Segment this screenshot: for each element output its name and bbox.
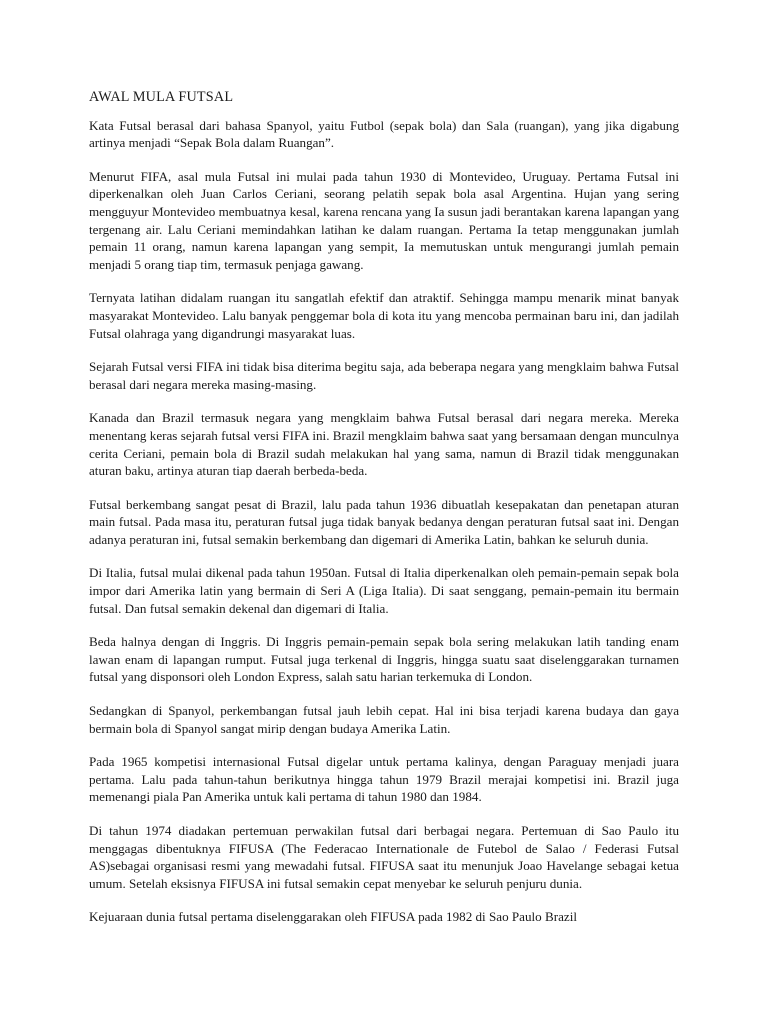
paragraph-10: Pada 1965 kompetisi internasional Futsal digelar untuk pertama kalinya, dengan Paraguay menjadi juara pertama. Lalu pada tahun-tahun berikutnya hingga tahun 1979 Brazil merajai kompetisi ini. Brazil juga memenangi piala Pan Amerika untuk kali pertama di tahun 1980 dan 1984. [89,754,679,805]
paragraph-5: Kanada dan Brazil termasuk negara yang mengklaim bahwa Futsal berasal dari negara mereka. Mereka menentang keras sejarah futsal versi FIFA ini. Brazil mengklaim bahwa saat yang bersamaan dengan munculnya cerita Ceriani, pemain bola di Brazil sudah melakukan hal yang sama, namun di Brazil tidak menggunakan aturan baku, artinya aturan tiap daerah berbeda-beda. [89,410,679,479]
paragraph-8: Beda halnya dengan di Inggris. Di Inggris pemain-pemain sepak bola sering melakukan latih tanding enam lawan enam di lapangan rumput. Futsal juga terkenal di Inggris, hingga suatu saat diselenggarakan turnamen futsal yang disponsori oleh London Express, salah satu harian terkemuka di London. [89,634,679,685]
paragraph-11: Di tahun 1974 diadakan pertemuan perwakilan futsal dari berbagai negara. Pertemuan di Sao Paulo itu menggagas dibentuknya FIFUSA (The Federacao Internationale de Futebol de Salao / Federasi Futsal AS)sebagai organisasi resmi yang mewadahi futsal. FIFUSA saat itu menunjuk Joao Havelange sebagai ketua umum. Setelah eksisnya FIFUSA ini futsal semakin cepat menyebar ke seluruh penjuru dunia. [89,823,679,891]
document-body [89,88,679,942]
paragraph-9: Sedangkan di Spanyol, perkembangan futsal jauh lebih cepat. Hal ini bisa terjadi karena budaya dan gaya bermain bola di Spanyol sangat mirip dengan budaya Amerika Latin. [89,703,679,736]
paragraph-6: Futsal berkembang sangat pesat di Brazil, lalu pada tahun 1936 dibuatlah kesepakatan dan penetapan aturan main futsal. Pada masa itu, peraturan futsal juga tidak banyak bedanya dengan peraturan futsal saat ini. Dengan adanya peraturan ini, futsal semakin berkembang dan digemari di Amerika Latin, bahkan ke seluruh dunia. [89,496,679,547]
paragraph-4: Sejarah Futsal versi FIFA ini tidak bisa diterima begitu saja, ada beberapa negara yang mengklaim bahwa Futsal berasal dari negara mereka masing-masing. [89,359,679,392]
paragraph-1: Kata Futsal berasal dari bahasa Spanyol, yaitu Futbol (sepak bola) dan Sala (ruangan), yang jika digabung artinya menjadi “Sepak Bola dalam Ruangan”. [89,117,679,151]
paragraph-3: Ternyata latihan didalam ruangan itu sangatlah efektif dan atraktif. Sehingga mampu menarik minat banyak masyarakat Montevideo. Lalu banyak penggemar bola di kota itu yang mencoba permainan baru ini, dan jadilah Futsal olahraga yang digandrungi masyarakat luas. [89,290,679,341]
document-title: AWAL MULA FUTSAL [89,89,234,105]
paragraph-7: Di Italia, futsal mulai dikenal pada tahun 1950an. Futsal di Italia diperkenalkan oleh pemain-pemain sepak bola impor dari Amerika latin yang bermain di Seri A (Liga Italia). Di saat senggang, pemain-pemain itu bermain futsal. Dan futsal semakin dekenal dan digemari di Italia. [89,565,679,616]
paragraph-12: Kejuaraan dunia futsal pertama diselenggarakan oleh FIFUSA pada 1982 di Sao Paulo Brazil [89,909,577,925]
paragraph-2: Menurut FIFA, asal mula Futsal ini mulai pada tahun 1930 di Montevideo, Uruguay. Pertama Futsal ini diperkenalkan oleh Juan Carlos Ceriani, seorang pelatih sepak bola asal Argentina. Hujan yang sering mengguyur Montevideo membuatnya kesal, karena rencana yang Ia susun jadi berantakan karena lapangan yang tergenang air. Lalu Ceriani memindahkan latihan ke dalam ruangan. Pertama Ia tetap menggunakan jumlah pemain 11 orang, namun karena lapangan yang sempit, Ia memutuskan untuk mengurangi jumlah pemain menjadi 5 orang tiap tim, termasuk penjaga gawang. [89,168,679,272]
